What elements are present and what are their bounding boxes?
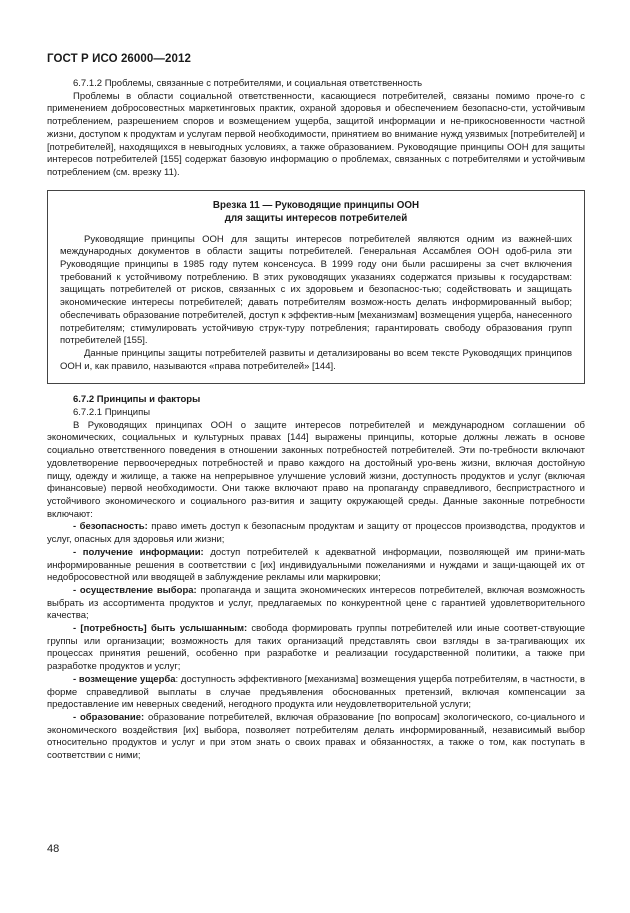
list-item-term: - осуществление выбора: [73, 584, 197, 596]
section-6712-heading: 6.7.1.2 Проблемы, связанные с потребителями, и социальная ответственность [73, 78, 423, 89]
list-item-information [47, 547, 585, 585]
box-11-title-line1: Врезка 11 — Руководящие принципы ООН [212, 199, 420, 211]
list-item-safety [47, 521, 585, 546]
box-11 [47, 190, 585, 385]
box-11-title [60, 199, 572, 225]
list-item-redress [47, 674, 585, 712]
list-item-text: право иметь доступ к безопасным продуктам и защиту от процессов производства, продуктов и услуг, опасных для здоровья или жизни; [47, 521, 585, 546]
list-item-term: - безопасность: [73, 521, 148, 533]
section-6721-heading: 6.7.2.1 Принципы [73, 407, 151, 419]
section-6721-intro: В Руководящих принципах ООН о защите интересов потребителей и международном соглашении об экономических, социальных и культурных правах [144] выражены принципы, которые должны лежать в основе социально ответственного поведения в отношении законных потребностей потребителей. Эти по-требности включают удовлетворение первоочередных потребностей и право каждого на достойный уро-вень жизни, включая достойную пищу, одежду и жилище, а также на непрерывное улучшение условий жизни, доступность продуктов и услуг (включая финансовые) первой необходимости. Они также включают право на пропаганду справедливого, беспристрастного и устойчивого экономического и социального раз-вития и защиту окружающей среды. Данные законные потребности включают: [47, 419, 585, 520]
list-item-text: : доступность эффективного [механизма] возмещения ущерба потребителям, в частности, в форме справедливой выплаты в случае предъявления обоснованных претензий, включая компенсации за предоставление им неверных сведений, негодного продукта или неудовлетворительной услуги; [47, 673, 585, 711]
list-item-text: доступ потребителей к адекватной информации, позволяющей им прини-мать информированные решения в соответствии с [их] индивидуальными пожеланиями и нуждами и защи-щающей их от недобросовестной или вводящей в заблуждение рекламы или маркировки; [47, 546, 585, 584]
section-672-heading: 6.7.2 Принципы и факторы [73, 394, 201, 406]
page-number: 48 [47, 843, 60, 855]
list-item-education [47, 712, 585, 763]
list-item-choice [47, 585, 585, 623]
list-item-term: - возмещение ущерба [73, 673, 176, 685]
list-item-term: - [потребность] быть услышанным: [73, 623, 248, 635]
list-item-be-heard [47, 623, 585, 674]
box-11-title-line2: для защиты интересов потребителей [224, 212, 408, 224]
box-11-paragraph-1: Руководящие принципы ООН для защиты интересов потребителей являются одним из важней-ших международных документов в области защиты потребителей. Генеральная Ассамблея ООН одоб-рила эти Руководящие принципы в 1985 году путем консенсуса. В 1999 году они были расширены за счет включения требований к устойчивому потреблению. В этих руководящих указаниях содержатся призывы к государствам: защищать потребителей от рисков, связанных с их здоровьем и безопаснос-тью; содействовать и защищать экономические интересы потребителей; давать потребителям возмож-ность делать информированный выбор; обеспечивать образование потребителей, доступ к эффектив-ным [механизмам] возмещения ущерба, нанесенного потребителям; стимулировать устойчивую струк-туру потребления; гарантировать свободу образования групп потребителей [155]. [60, 233, 572, 347]
list-item-term: - получение информации: [73, 546, 204, 558]
list-item-text: образование потребителей, включая образование [по вопросам] экологического, со-циального и экономического воздействия [их] выбора, позволяет потребителям делать информированный, независимый выбор относительно продуктов и услуг и при этом знать о своих правах и обязанностях, а также о том, как поступать в соответствии с ними; [47, 711, 585, 762]
list-item-text: свобода формировать группы потребителей или иные соответ-ствующие группы или организации; возможность для таких организаций представлять свои взгляды в за-трагивающих их процессах принятия решений, особенно при разработке и реализации государственной политики, а также при разработке продуктов и услуг; [47, 623, 585, 673]
box-11-paragraph-2: Данные принципы защиты потребителей развиты и детализированы во всем тексте Руководящих принципов ООН и, как правило, называются «права потребителей» [144]. [60, 347, 572, 372]
list-item-term: - образование: [73, 711, 145, 723]
section-6712-paragraph: Проблемы в области социальной ответственности, касающиеся потребителей, связаны помимо проче-го с применением добросовестных маркетинговых практик, охраной здоровья и обеспечением безопасно-сти, устойчивым потреблением, разрешением споров и возмещением ущерба, защитой информации и не-прикосновенности частной жизни, доступом к продуктам и услугам первой необходимости, принятием во внимание нужд уязвимых [потребителей] и [потребителей], находящихся в невыгодных условиях, а также образованием. Руководящие принципы ООН для защиты интересов потребителей [155] содержат базовую информацию о проблемах, связанных с потребителями и устойчивым потреблением (см. врезку 11). [47, 90, 585, 178]
list-item-text: пропаганда и защита экономических интересов потребителей, включая возможность выбрать из ассортимента продуктов и услуг, предлагаемых по конкурентной цене с гарантией удовлетворительного качества; [47, 584, 585, 622]
page-content [47, 78, 585, 763]
document-header: ГОСТ Р ИСО 26000—2012 [47, 53, 192, 65]
